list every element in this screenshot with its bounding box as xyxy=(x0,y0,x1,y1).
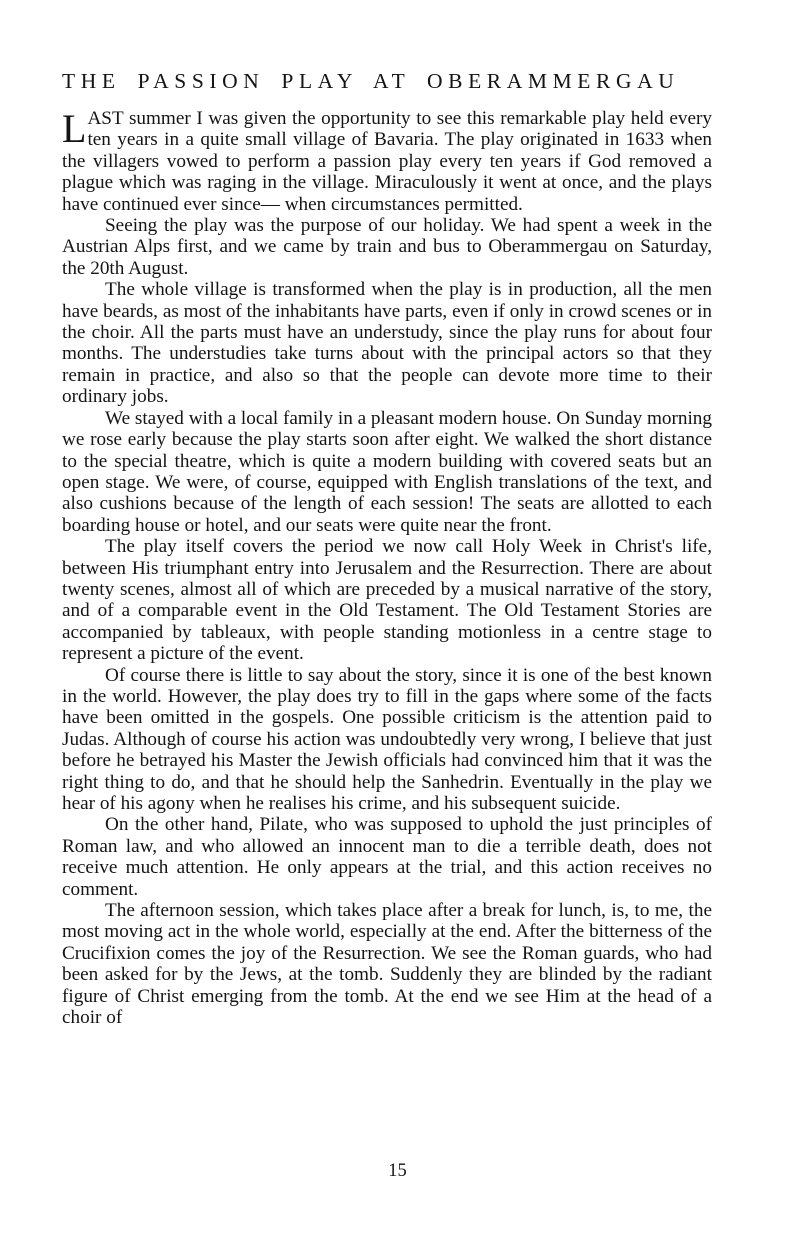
drop-cap: L xyxy=(62,106,87,151)
paragraph-7: On the other hand, Pilate, who was supposed to uphold the just principles of Roman law, and who allowed an innocent man to die a terrible death, does not receive much attention. He only appears at the trial, and this action receives no comment. xyxy=(62,814,712,900)
paragraph-8: The afternoon session, which takes place after a break for lunch, is, to me, the most moving act in the whole world, especially at the end. After the bitterness of the Crucifixion comes the joy of the Resurrection. We see the Roman guards, who had been asked for by the Jews, at the tomb. Suddenly they are blinded by the radiant figure of Christ emerging from the tomb. At the end we see Him at the head of a choir of xyxy=(62,900,712,1029)
paragraph-1-text: AST summer I was given the opportunity to see this remarkable play held every ten years in a quite small village of Bavaria. The play originated in 1633 when the villagers vowed to perform a passion play every ten years if God removed a plague which was raging in the village. Miraculously it went at once, and the plays have continued ever since— when circumstances permitted. xyxy=(62,108,712,215)
paragraph-6: Of course there is little to say about the story, since it is one of the best known in the world. However, the play does try to fill in the gaps where some of the facts have been omitted in the gospels. One possible criticism is the attention paid to Judas. Although of course his action was undoubtedly very wrong, I believe that just before he betrayed his Master the Jewish officials had convinced him that it was the right thing to do, and that he should help the Sanhedrin. Eventually in the play we hear of his agony when he realises his crime, and his subsequent suicide. xyxy=(62,664,712,814)
article xyxy=(62,66,712,1028)
paragraph-5: The play itself covers the period we now call Holy Week in Christ's life, between His triumphant entry into Jerusalem and the Resurrection. There are about twenty scenes, almost all of which are preceded by a musical narrative of the story, and of a comparable event in the Old Testament. The Old Testament Stories are accompanied by tableaux, with people standing motionless in a centre stage to represent a picture of the event. xyxy=(62,536,712,665)
page-number: 15 xyxy=(388,1161,407,1181)
paragraph-3: The whole village is transformed when the play is in production, all the men have beards, as most of the inhabitants have parts, even if only in crowd scenes or in the choir. All the parts must have an understudy, since the play runs for about four months. The understudies take turns about with the principal actors so that they remain in practice, and also so that the people can devote more time to their ordinary jobs. xyxy=(62,279,712,408)
paragraph-4: We stayed with a local family in a pleasant modern house. On Sunday morning we rose early because the play starts soon after eight. We walked the short distance to the special theatre, which is quite a modern building with covered seats but an open stage. We were, of course, equipped with English translations of the text, and also cushions because of the length of each session! The seats are allotted to each boarding house or hotel, and our seats were quite near the front. xyxy=(62,407,712,536)
paragraph-1 xyxy=(62,108,712,215)
paragraph-2: Seeing the play was the purpose of our holiday. We had spent a week in the Austrian Alps first, and we came by train and bus to Oberammergau on Saturday, the 20th August. xyxy=(62,215,712,279)
article-title: THE PASSION PLAY AT OBERAMMERGAU xyxy=(62,69,680,93)
